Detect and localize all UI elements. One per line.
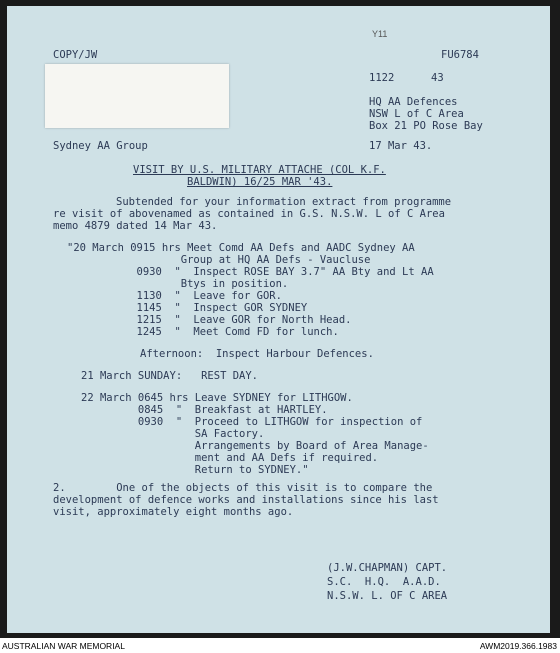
programme-line: Group at HQ AA Defs - Vaucluse <box>67 254 371 266</box>
march22-line: Return to SYDNEY." <box>81 464 309 476</box>
intro-line: Subtended for your information extract from programme <box>116 196 452 208</box>
paragraph-2-line: visit, approximately eight months ago. <box>53 506 294 518</box>
programme-line: 0930 " Inspect ROSE BAY 3.7" AA Bty and Lt AA <box>67 266 434 278</box>
folio-number-a: 1122 <box>369 72 395 84</box>
sender-hq: HQ AA Defences <box>369 96 458 108</box>
intro-line: re visit of abovenamed as contained in G.S. N.S.W. L of C Area <box>53 208 445 220</box>
document-page <box>7 6 550 633</box>
file-reference: FU6784 <box>441 49 479 61</box>
folio-number-b: 43 <box>431 72 444 84</box>
programme-line: Btys in position. <box>67 278 289 290</box>
copy-reference: COPY/JW <box>53 49 98 61</box>
march22-line: 0930 " Proceed to LITHGOW for inspection of <box>81 416 423 428</box>
pencil-mark: Y11 <box>372 29 388 39</box>
paragraph-2-line: development of defence works and installations since his last <box>53 494 439 506</box>
sunday-line: 21 March SUNDAY: REST DAY. <box>81 370 259 382</box>
recipient: Sydney AA Group <box>53 140 148 152</box>
sender-area: NSW L of C Area <box>369 108 464 120</box>
attached-paper-slip <box>45 64 229 128</box>
signature-name: (J.W.CHAPMAN) CAPT. <box>327 562 448 574</box>
archive-accession-number: AWM2019.366.1983 <box>479 641 557 651</box>
programme-line: 1145 " Inspect GOR SYDNEY <box>67 302 308 314</box>
signature-unit: N.S.W. L. OF C AREA <box>327 590 448 602</box>
subject-line-1: VISIT BY U.S. MILITARY ATTACHE (COL K.F. <box>133 164 386 176</box>
programme-line: 1130 " Leave for GOR. <box>67 290 282 302</box>
programme-line: "20 March 0915 hrs Meet Comd AA Defs and AADC Sydney AA <box>67 242 415 254</box>
sender-box: Box 21 PO Rose Bay <box>369 120 483 132</box>
programme-line: 1245 " Meet Comd FD for lunch. <box>67 326 339 338</box>
march22-line: 0845 " Breakfast at HARTLEY. <box>81 404 328 416</box>
march22-line: 22 March 0645 hrs Leave SYDNEY for LITHGOW. <box>81 392 353 404</box>
paragraph-2-line: 2. One of the objects of this visit is to compare the <box>53 482 433 494</box>
march22-line: SA Factory. <box>81 428 265 440</box>
programme-line: 1215 " Leave GOR for North Head. <box>67 314 352 326</box>
march22-line: Arrangements by Board of Area Manage- <box>81 440 429 452</box>
subject-line-2: BALDWIN) 16/25 MAR '43. <box>187 176 333 188</box>
afternoon-line: Afternoon: Inspect Harbour Defences. <box>140 348 374 360</box>
intro-line: memo 4879 dated 14 Mar 43. <box>53 220 218 232</box>
letter-date: 17 Mar 43. <box>369 140 433 152</box>
archive-name: AUSTRALIAN WAR MEMORIAL <box>2 641 125 651</box>
march22-line: ment and AA Defs if required. <box>81 452 379 464</box>
signature-role: S.C. H.Q. A.A.D. <box>327 576 441 588</box>
archive-footer <box>0 638 560 653</box>
